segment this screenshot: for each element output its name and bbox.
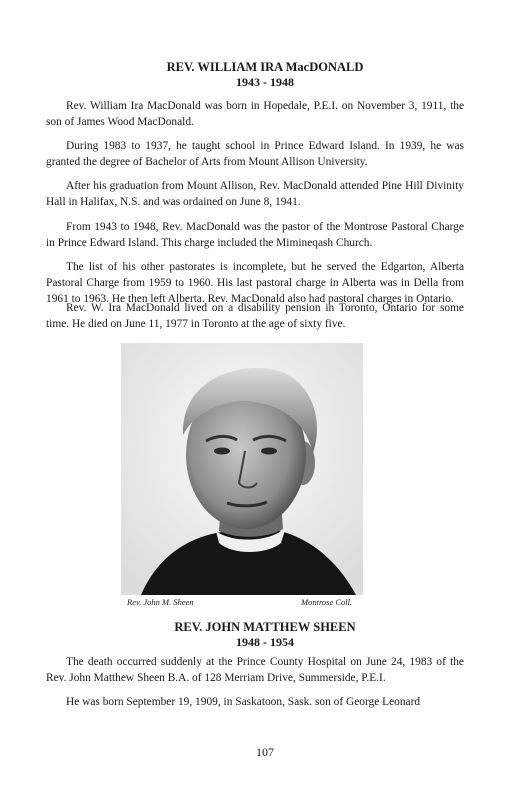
paragraph: After his graduation from Mount Allison, Rev. MacDonald attended Pine Hill Divinity Hall in Halifax, N.S. and was ordained on June 8, 1941. (46, 180, 464, 208)
paragraph: Rev. William Ira MacDonald was born in Hopedale, P.E.I. on November 3, 1911, the son of James Wood MacDonald. (46, 100, 464, 128)
section-years: 1943 - 1948 (236, 75, 294, 89)
portrait-photo (121, 343, 363, 595)
section-years: 1948 - 1954 (236, 635, 294, 649)
paragraph: The death occurred suddenly at the Prince County Hospital on June 24, 1983 of the Rev. John Matthew Sheen B.A. of 128 Merriam Drive, Summerside, P.E.I. (46, 656, 464, 684)
section-heading-sheen (0, 620, 530, 650)
section-title: REV. WILLIAM IRA MacDONALD (166, 60, 364, 74)
section-heading-macdonald (0, 60, 530, 90)
portrait-image (121, 343, 363, 595)
paragraph: He was born September 19, 1909, in Saskatoon, Sask. son of George Leonard (66, 696, 421, 708)
paragraph: The list of his other pastorates is incomplete, but he served the Edgarton, Alberta Pastoral Charge from 1959 to 1960. His last pastoral charge in Alberta was in Della from 1961 to 1963. He then left Alberta. Rev. MacDonald also had pastoral charges in Ontario. (46, 261, 464, 305)
paragraph: During 1983 to 1937, he taught school in Prince Edward Island. In 1939, he was granted the degree of Bachelor of Arts from Mount Allison University. (46, 140, 464, 168)
photo-caption-name: Rev. John M. Sheen (127, 597, 194, 607)
page-number: 107 (256, 745, 274, 759)
photo-caption-source: Montrose Coll. (301, 597, 353, 607)
section-title: REV. JOHN MATTHEW SHEEN (174, 620, 356, 634)
paragraph: Rev. W. Ira MacDonald lived on a disability pension in Toronto, Ontario for some time. He died on June 11, 1977 in Toronto at the age of sixty five. (46, 302, 464, 330)
paragraph: From 1943 to 1948, Rev. MacDonald was the pastor of the Montrose Pastoral Charge in Prince Edward Island. This charge included the Mimineqash Church. (46, 221, 464, 249)
